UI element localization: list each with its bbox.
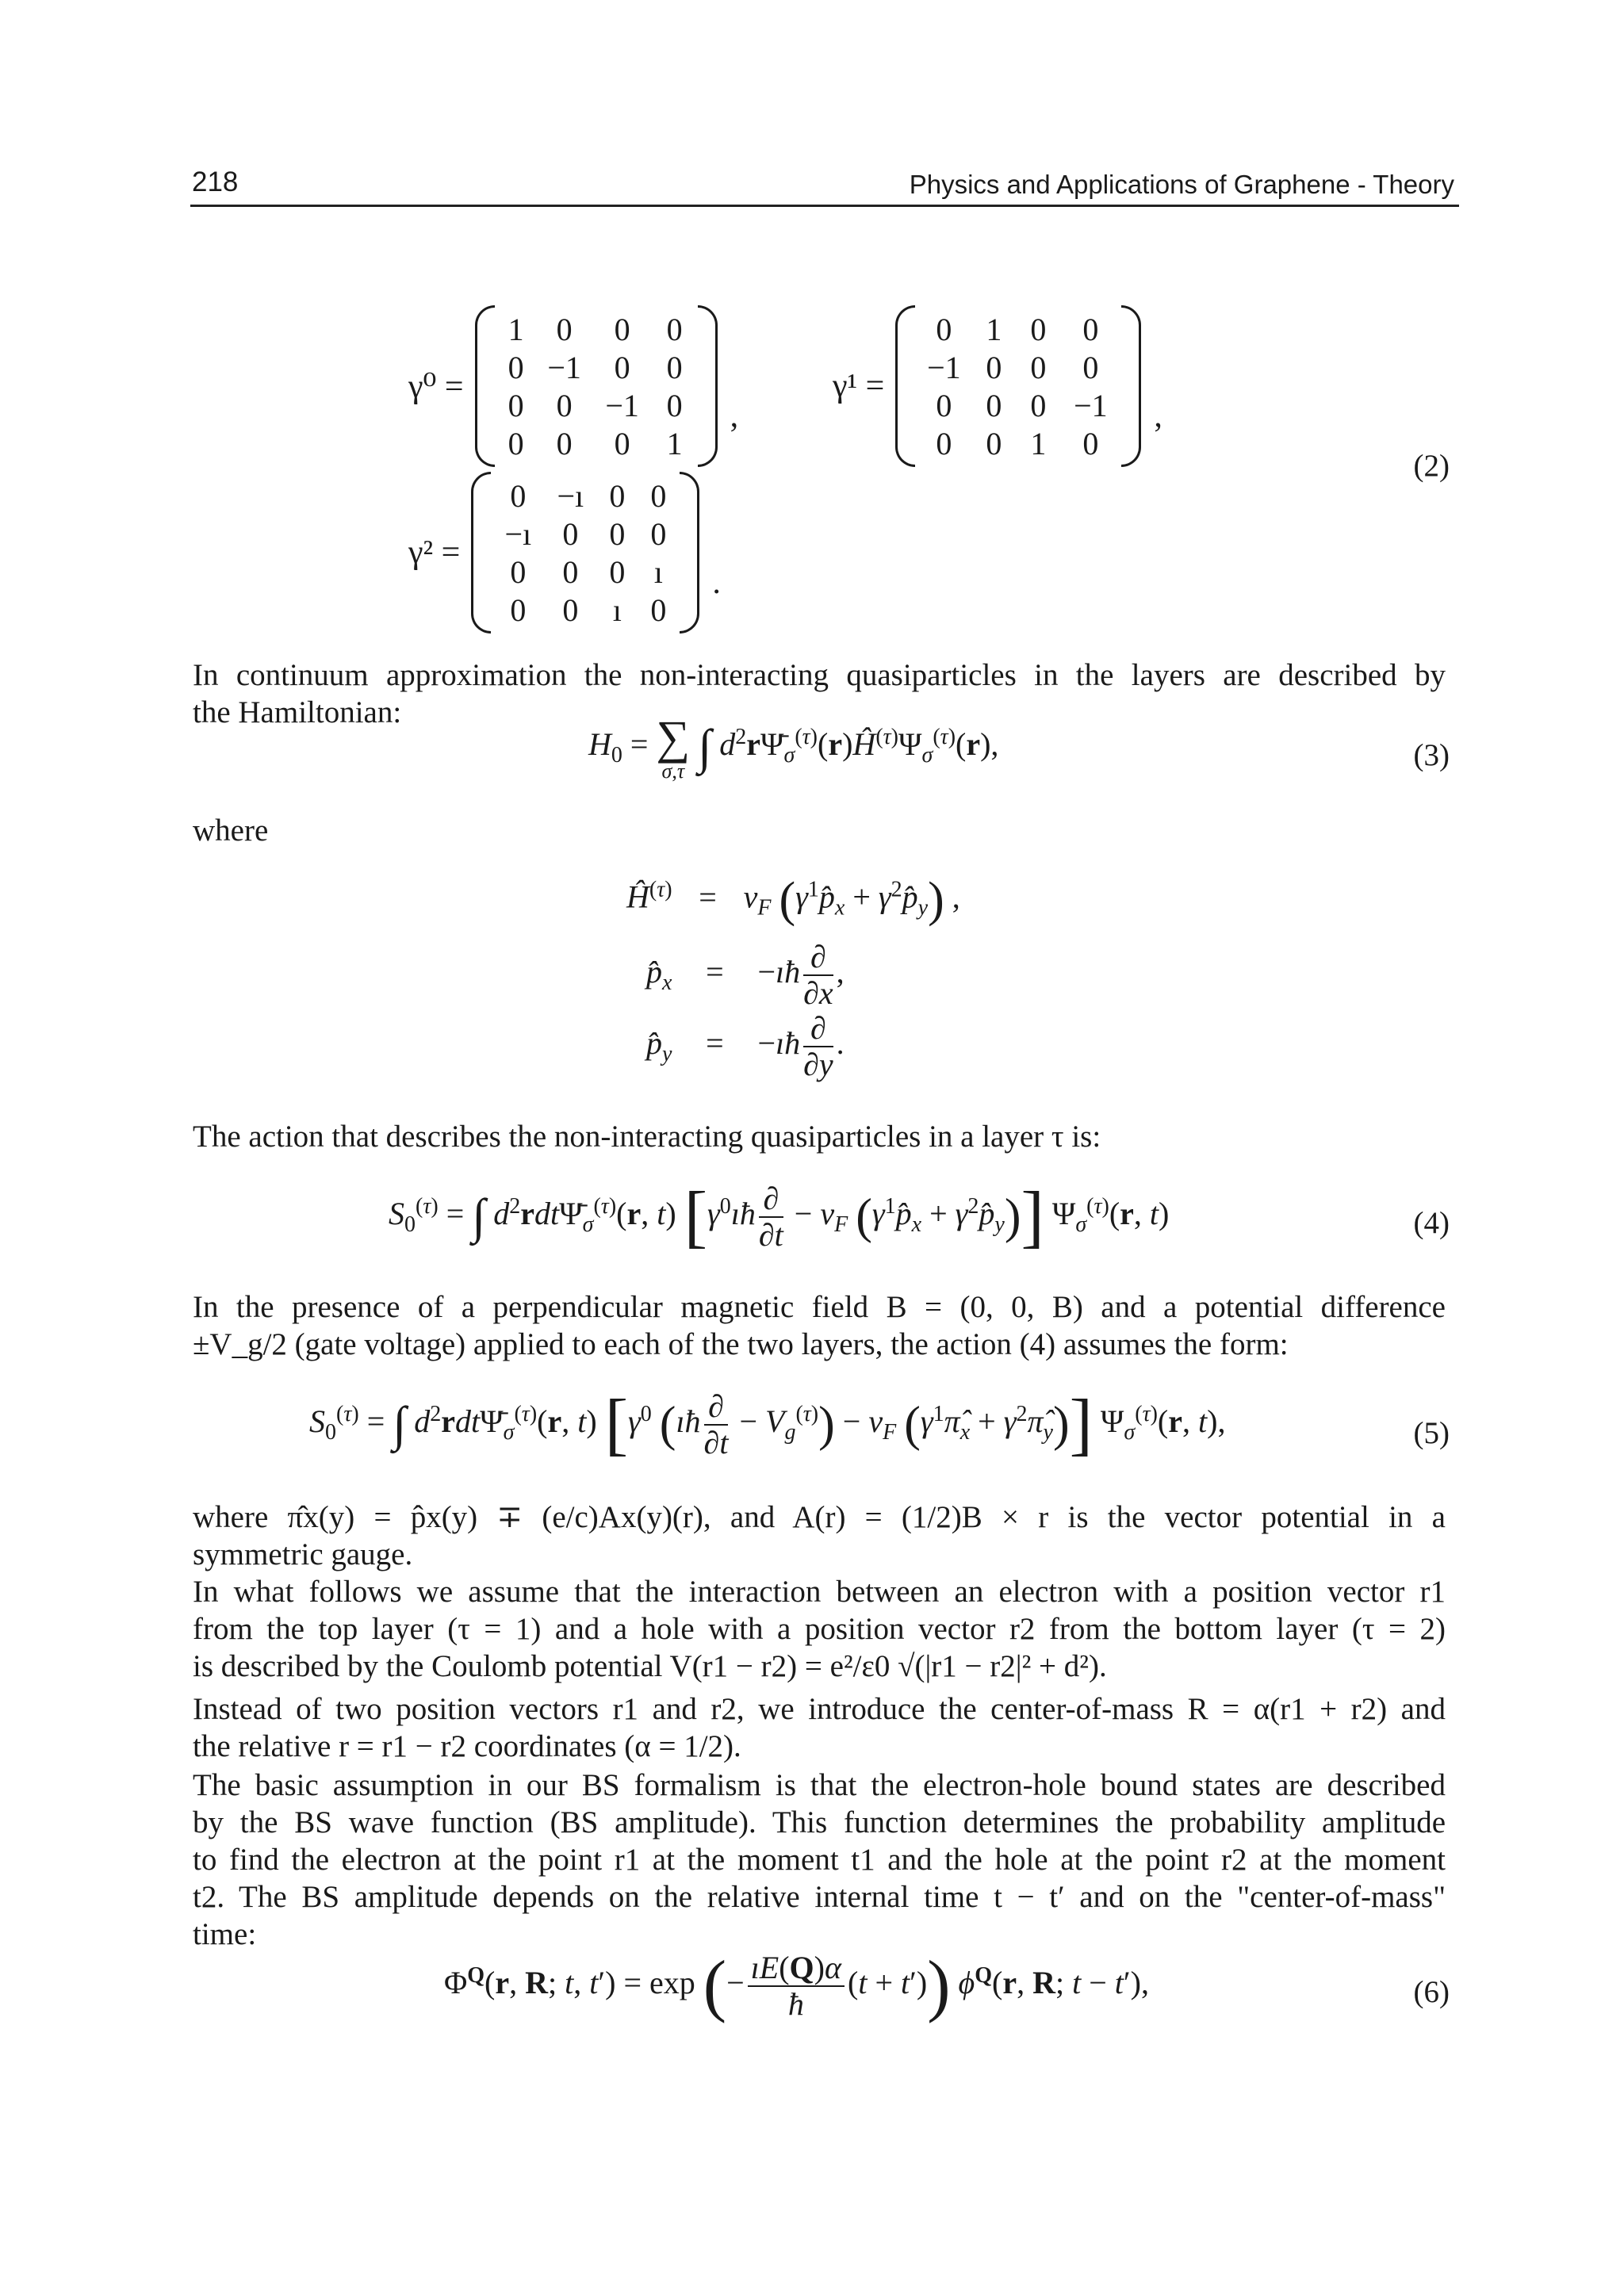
- gamma1-punct: ,: [1154, 398, 1162, 434]
- eq-number-2: (2): [1413, 449, 1450, 483]
- gamma2-entry: 0: [510, 591, 527, 628]
- gamma1-entry: 1: [986, 311, 1002, 347]
- paragraph-line: is described by the Coulomb potential V(r1 − r2) = e²/ε0 √(|r1 − r2|² + d²).: [193, 1649, 1107, 1683]
- gamma1-entry: 0: [1030, 349, 1047, 385]
- gamma0-entry: 0: [666, 311, 683, 347]
- gamma2-entry: 0: [510, 553, 527, 590]
- gamma2-entry: 0: [650, 477, 667, 514]
- gamma2-entry: 0: [609, 477, 626, 514]
- gamma2-entry: 0: [510, 477, 527, 514]
- gamma2-entry: 0: [650, 591, 667, 628]
- paragraph-line: ±V_g/2 (gate voltage) applied to each of the two layers, the action (4) assumes the form:: [193, 1327, 1289, 1361]
- gamma0-entry: 0: [556, 425, 573, 461]
- gamma0-entry: 0: [508, 349, 524, 385]
- gamma1-entry: 0: [986, 425, 1002, 461]
- gamma1-entry: 0: [936, 311, 952, 347]
- paragraph-line: where π̂x(y) = p̂x(y) ∓ (e/c)Ax(y)(r), and A(r) = (1/2)B × r is the vector potential in a: [193, 1500, 1446, 1534]
- equation-6: $\Phi^Q(r$, R; t, t′) = exp (− $\frac{ıE(Q)\alpha}{ħ}$ (t + t′)) $\phi^Q(r$, R; t − t′),: [444, 1947, 1149, 2024]
- gamma1-entry: 0: [1082, 425, 1099, 461]
- paragraph-line: symmetric gauge.: [193, 1537, 413, 1571]
- paragraph-line: In continuum approximation the non-interacting quasiparticles in the layers are described by: [193, 658, 1446, 692]
- gamma2-entry: 0: [650, 515, 667, 552]
- paragraph-line: the Hamiltonian:: [193, 695, 402, 729]
- gamma2-entry: 0: [562, 515, 579, 552]
- gamma2-label: γ² =: [408, 534, 461, 571]
- px-def: $p̂_x$ = −ıħ $\frac{\partial}{\partial x}$ ,: [646, 939, 845, 1011]
- gamma2-entry: 0: [562, 591, 579, 628]
- gamma0-entry: −1: [605, 387, 639, 423]
- gamma1-entry: 0: [986, 349, 1002, 385]
- gamma1-entry: 0: [936, 425, 952, 461]
- gamma2-grid: [471, 472, 699, 634]
- gamma2-entry: −ı: [504, 515, 532, 552]
- gamma0-punct: ,: [730, 398, 739, 434]
- gamma1-entry: 0: [1030, 311, 1047, 347]
- page-header: [190, 167, 1459, 207]
- gamma1-matrix: [833, 305, 1162, 467]
- paragraph-line: The basic assumption in our BS formalism is that the electron-hole bound states are described: [193, 1768, 1446, 1802]
- gamma0-matrix: [408, 305, 738, 467]
- equation-3: $H_0$ = ∑ σ,τ ∫ $d^2r\Psī_\sigma^{(\tau)}(r)Ĥ^{(\tau)}\Psi_\sigma^{(\tau)}(r)$,: [588, 711, 999, 783]
- gamma2-entry: ı: [612, 591, 622, 628]
- gamma1-entry: 0: [1082, 349, 1099, 385]
- py-def: $p̂_y$ = −ıħ $\frac{\partial}{\partial y}$ .: [646, 1010, 845, 1082]
- paragraph-line: by the BS wave function (BS amplitude). This function determines the probability amplitude: [193, 1805, 1446, 1839]
- paragraph-line: time:: [193, 1917, 257, 1951]
- paragraph-line: from the top layer (τ = 1) and a hole with a position vector r2 from the bottom layer (τ = 2): [193, 1612, 1446, 1646]
- gamma2-entry: −ı: [557, 477, 584, 514]
- paragraph-line: The action that describes the non-interacting quasiparticles in a layer τ is:: [193, 1120, 1101, 1154]
- paragraph-line: In what follows we assume that the interaction between an electron with a position vector r1: [193, 1575, 1446, 1609]
- gamma0-label: γ⁰ =: [408, 369, 464, 405]
- gamma1-entry: −1: [927, 349, 961, 385]
- gamma0-entry: 1: [666, 425, 683, 461]
- eq-number-4: (4): [1413, 1206, 1450, 1240]
- gamma1-entry: 0: [1030, 387, 1047, 423]
- gamma0-entry: 0: [666, 349, 683, 385]
- hamiltonian-def: $Ĥ^{(\tau)} = v_F$ ($\gamma^1p̂_x$ + $\gamma^2p̂_y$) ,: [626, 873, 960, 927]
- paragraph-line: the relative r = r1 − r2 coordinates (α = 1/2).: [193, 1729, 741, 1763]
- gamma0-entry: 0: [556, 387, 573, 423]
- eq-number-6: (6): [1413, 1975, 1450, 2009]
- gamma1-entry: 0: [936, 387, 952, 423]
- gamma2-entry: 0: [609, 515, 626, 552]
- gamma2-matrix: [408, 472, 721, 634]
- running-title: Physics and Applications of Graphene - Theory: [909, 170, 1454, 199]
- gamma0-entry: 0: [666, 387, 683, 423]
- gamma2-entry: 0: [562, 553, 579, 590]
- paragraph-line: to find the electron at the point r1 at the moment t1 and the hole at the point r2 at the moment: [193, 1843, 1446, 1877]
- page-number: 218: [192, 167, 239, 197]
- gamma0-entry: 0: [556, 311, 573, 347]
- eq-number-5: (5): [1413, 1416, 1450, 1450]
- gamma0-entry: 1: [508, 311, 524, 347]
- gamma2-punct: .: [712, 565, 721, 601]
- equation-4: $S_0^{(\tau)}$ = ∫ $d^2rdt\Psī_\sigma^{(\tau)}(r$, t) [$\gamma^0ıħ$ $\frac{\partial}{\partial t}$ − $v_F$ ($\gamma^1p̂_x$ + $\gamma^2p̂_y$)] $\Psi_\sigma^{(\tau)}(r$, t): [389, 1178, 1170, 1255]
- paragraph-line: Instead of two position vectors r1 and r2, we introduce the center-of-mass R = α(r1 + r2) and: [193, 1692, 1446, 1726]
- gamma0-entry: 0: [508, 387, 524, 423]
- equation-5: $S_0^{(\tau)}$ = ∫ $d^2rdt\Psī_\sigma^{(\tau)}(r$, t) [$\gamma^0$ (ıħ $\frac{\partial}{\partial t}$ − $V_g^{(\tau)}) - v_F$ ($\gamma^1\pî_x$ + $\gamma^2\pî_y$)] $\Psi_\sigma^{(\tau)}(r$, t),: [309, 1386, 1226, 1463]
- gamma0-entry: −1: [547, 349, 581, 385]
- gamma0-entry: 0: [614, 311, 630, 347]
- gamma2-entry: ı: [653, 553, 663, 590]
- gamma1-entry: −1: [1074, 387, 1108, 423]
- paragraph-line: where: [193, 813, 269, 848]
- gamma1-grid: [895, 305, 1141, 467]
- gamma1-entry: 1: [1030, 425, 1047, 461]
- gamma2-entry: 0: [609, 553, 626, 590]
- eq-number-3: (3): [1413, 738, 1450, 772]
- gamma0-entry: 0: [614, 349, 630, 385]
- gamma0-entry: 0: [614, 425, 630, 461]
- paragraph-line: t2. The BS amplitude depends on the relative internal time t − t′ and on the "center-of-mass": [193, 1880, 1446, 1914]
- gamma0-grid: [475, 305, 718, 467]
- gamma1-entry: 0: [986, 387, 1002, 423]
- gamma1-label: γ¹ =: [833, 368, 885, 404]
- gamma0-entry: 0: [508, 425, 524, 461]
- gamma1-entry: 0: [1082, 311, 1099, 347]
- paragraph-line: In the presence of a perpendicular magnetic field B = (0, 0, B) and a potential difference: [193, 1290, 1446, 1324]
